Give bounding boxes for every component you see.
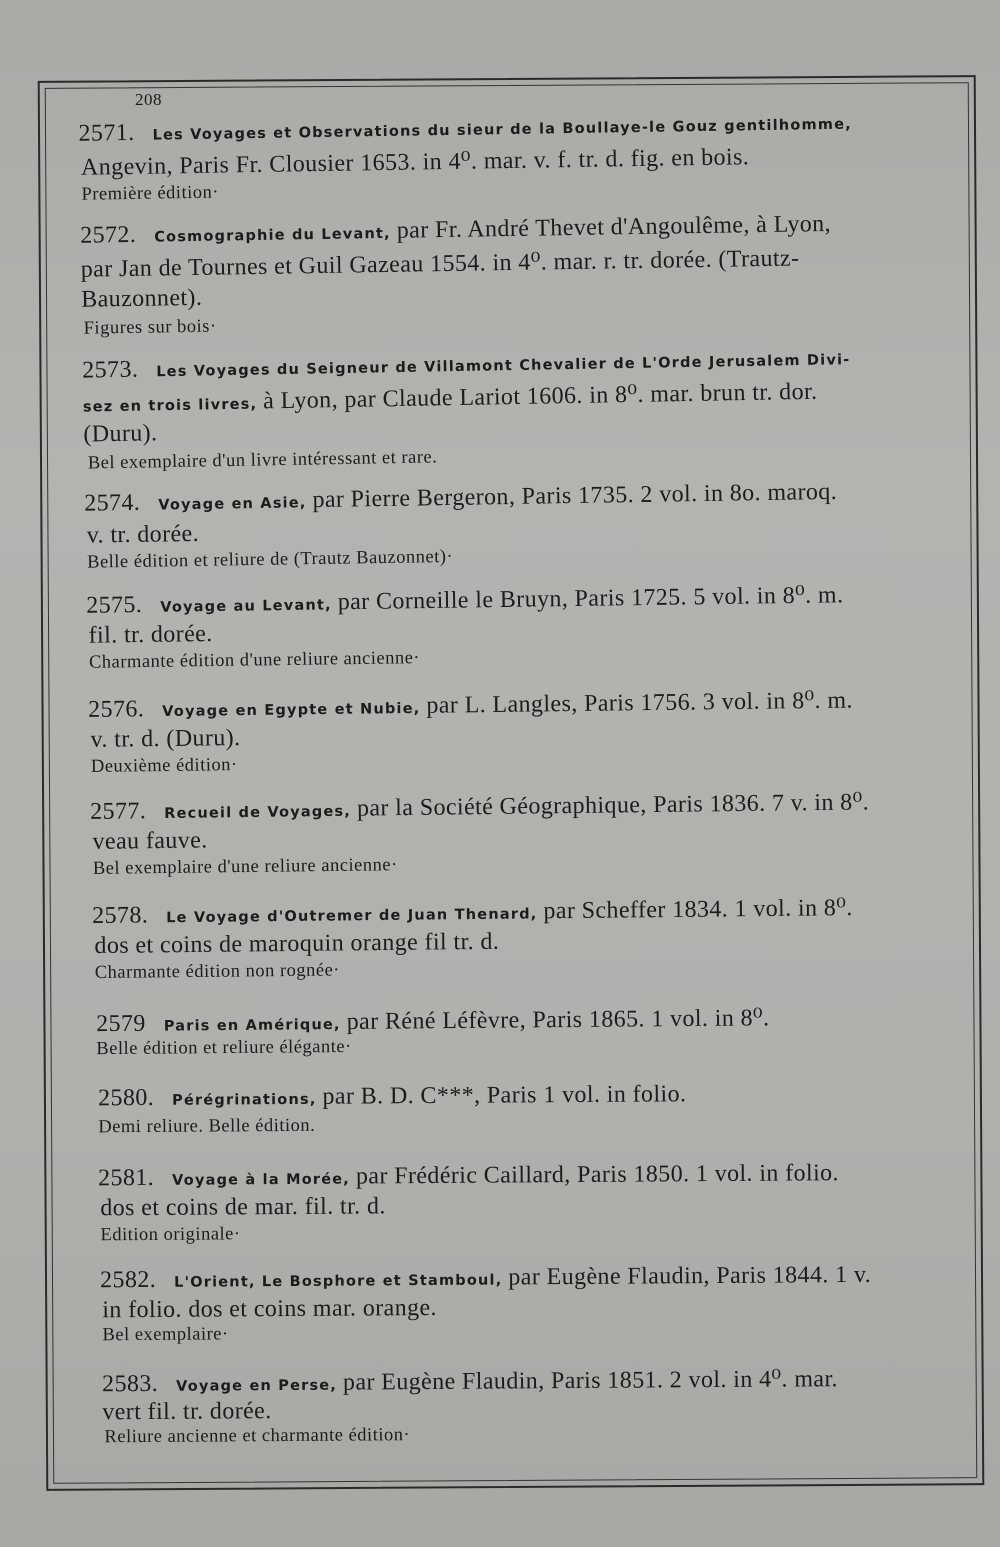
entry-title: Cosmographie du Levant, (154, 225, 391, 246)
entry-title: Recueil de Voyages, (164, 803, 352, 822)
entry-text: par B. D. C***, Paris 1 vol. in folio. (322, 1081, 687, 1110)
entry-text: par L. Langles, Paris 1756. 3 vol. in 8⁰. m. (426, 687, 854, 719)
entry-text: par Corneille le Bruyn, Paris 1725. 5 vol. in 8⁰. m. (337, 582, 844, 616)
entry-title: Voyage en Egypte et Nubie, (162, 700, 421, 721)
entry-continuation: veau fauve. (92, 827, 208, 855)
entry-text: par la Société Géographique, Paris 1836. 7 v. in 8⁰. (356, 789, 870, 822)
entry-title: Voyage à la Morée, (172, 1171, 351, 1189)
entry-number: 2575. (86, 592, 143, 619)
entry-continuation: v. tr. d. (Duru). (90, 725, 241, 753)
entry-text: par Frédéric Caillard, Paris 1850. 1 vol. in folio. (355, 1160, 840, 1190)
entry-first-line (98, 1160, 839, 1192)
entry-title-continuation: sez en trois livres, (82, 396, 258, 416)
entry-number: 2582. (100, 1266, 157, 1294)
entry-first-line (100, 1262, 871, 1294)
entry-continuation: dos et coins de maroquin orange fil tr. d. (94, 928, 500, 960)
entry-note: Bel exemplaire d'un livre intéressant et rare. (87, 447, 438, 474)
entry-text: à Lyon, par Claude Lariot 1606. in 8⁰. mar. brun tr. dor. (262, 378, 818, 415)
entry-text: par Fr. André Thevet d'Angoulême, à Lyon, (396, 210, 832, 244)
entry-note: Deuxième édition· (90, 755, 238, 777)
entry-note: Charmante édition d'une reliure ancienne· (88, 648, 421, 673)
entry-continuation: Bauzonnet). (81, 284, 203, 313)
entry-continuation: vert fil. tr. dorée. (102, 1398, 272, 1426)
entry-text: par Scheffer 1834. 1 vol. in 8⁰. (543, 895, 853, 925)
entry-first-line (102, 1364, 838, 1398)
entry-note: Première édition· (81, 182, 220, 205)
entry-number: 2571. (78, 119, 135, 147)
entry-continuation: v. tr. dorée. (86, 520, 200, 549)
entry-continuation: Angevin, Paris Fr. Clousier 1653. in 4⁰. mar. v. f. tr. d. fig. en bois. (80, 144, 750, 181)
entry-title: Les Voyages du Seigneur de Villamont Chevalier de L'Orde Jerusalem Divi- (156, 352, 851, 381)
entry-number: 2572. (80, 221, 137, 249)
entry-number: 2573. (82, 356, 139, 384)
entry-number: 2576. (88, 696, 145, 723)
entry-title: Les Voyages et Observations du sieur de la Boullaye-le Gouz gentilhomme, (152, 116, 853, 144)
entry-note: Bel exemplaire· (102, 1324, 229, 1346)
entry-title: Paris en Amérique, (163, 1017, 341, 1035)
entry-first-line (98, 1081, 686, 1112)
entry-number: 2581. (98, 1164, 155, 1192)
entry-note: Edition originale· (100, 1224, 241, 1246)
entry-note: Bel exemplaire d'une reliure ancienne· (92, 855, 398, 879)
entry-title: Voyage au Levant, (160, 597, 332, 616)
entry-number: 2574. (84, 489, 141, 517)
entry-note: Reliure ancienne et charmante édition· (104, 1425, 411, 1448)
entry-continuation: dos et coins de mar. fil. tr. d. (100, 1193, 386, 1222)
entry-note: Demi reliure. Belle édition. (98, 1115, 316, 1138)
entry-first-line (96, 1003, 770, 1038)
entry-text: par Eugène Flaudin, Paris 1851. 2 vol. in 4⁰. mar. (342, 1366, 838, 1396)
entry-continuation: par Jan de Tournes et Guil Gazeau 1554. in 4⁰. mar. r. tr. dorée. (Trautz- (80, 245, 800, 283)
entry-text: par Réné Léfèvre, Paris 1865. 1 vol. in 8⁰. (346, 1005, 770, 1035)
entry-text: par Pierre Bergeron, Paris 1735. 2 vol. in 8o. maroq. (312, 478, 838, 514)
entry-title: Voyage en Perse, (176, 1377, 338, 1395)
entry-note: Figures sur bois· (83, 316, 217, 339)
entry-title: L'Orient, Le Bosphore et Stamboul, (174, 1272, 503, 1291)
entry-note: Belle édition et reliure élégante· (96, 1036, 352, 1060)
entry-note: Charmante édition non rognée· (94, 960, 341, 984)
entry-title: Voyage en Asie, (158, 495, 307, 514)
page-number: 208 (135, 90, 162, 109)
entry-number: 2580. (98, 1084, 155, 1112)
entry-note: Belle édition et reliure de (Trautz Bauzonnet)· (86, 546, 454, 573)
entry-continuation: fil. tr. dorée. (88, 621, 213, 649)
entry-number: 2577. (90, 798, 147, 825)
entry-text: par Eugène Flaudin, Paris 1844. 1 v. (508, 1261, 872, 1291)
entry-continuation: (Duru). (83, 420, 158, 448)
entry-number: 2583. (102, 1370, 159, 1398)
entry-title: Pérégrinations, (172, 1091, 317, 1109)
entry-title: Le Voyage d'Outremer de Juan Thenard, (166, 906, 538, 927)
entry-number: 2579 (96, 1010, 146, 1038)
entry-continuation: in folio. dos et coins mar. orange. (102, 1294, 438, 1324)
entry-number: 2578. (92, 902, 149, 930)
